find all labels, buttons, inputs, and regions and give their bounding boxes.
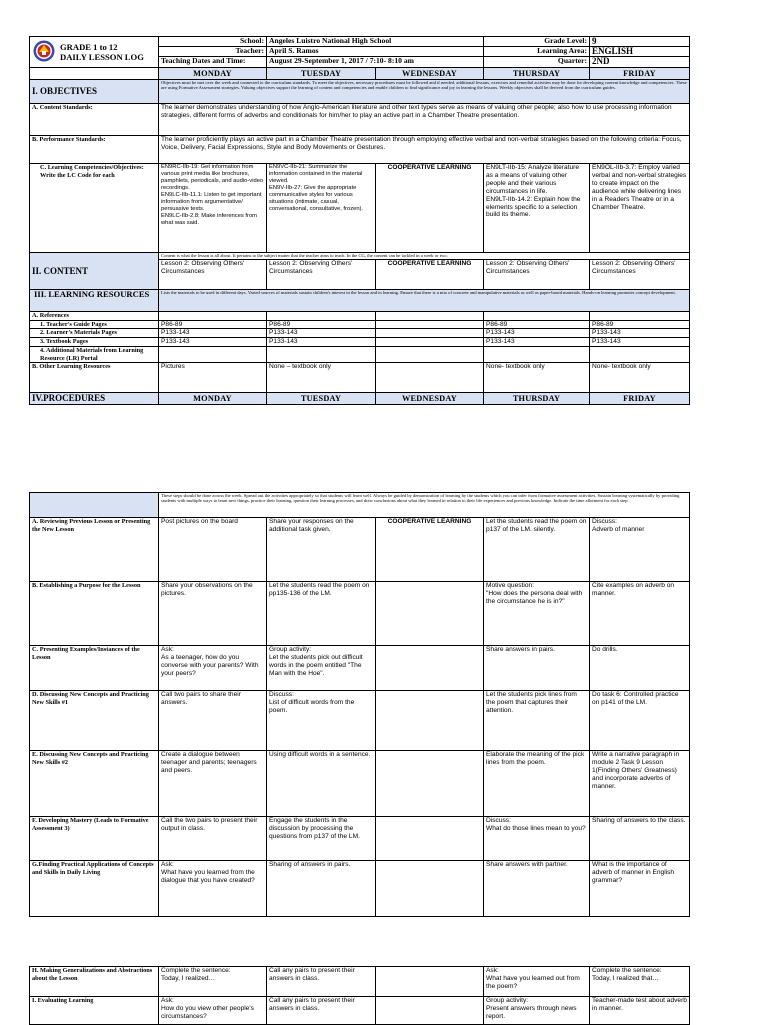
proc-day-friday: FRIDAY <box>590 393 690 405</box>
proc-e-tuesday: Using difficult words in a sentence. <box>267 751 376 817</box>
proc-g-label: G.Finding Practical Applications of Concepts and Skills in Daily Living <box>30 861 159 917</box>
procedures-note: These steps should be done across the week. Spread out the activities appropriately so that students will learn well. Always be guided by demonstration of learning by the students which you can infer from formative assessment activities. Sustain learning systematically by providing students with multiple ways to learn new things, practice their learning, question their learning processes, and draw conclusions about what they learned in relation to their life experiences and previous knowledge. Indicate the time allotment for each step. <box>159 493 690 518</box>
proc-c-monday: Ask: As a teenager, how do you converse with your parents? With your peers? <box>159 646 267 691</box>
tg-wednesday <box>376 320 484 329</box>
proc-e-wednesday <box>376 751 484 817</box>
proc-a-wednesday: COOPERATIVE LEARNING <box>376 518 484 582</box>
proc-b-thursday: Motive question: "How does the persona deal with the circumstance he is in?" <box>484 582 590 646</box>
dates-value: August 29-September 1, 2017 / 7:10- 8:10 am <box>267 57 484 68</box>
content-standards-label: A. Content Standards: <box>30 104 159 136</box>
content-wednesday: COOPERATIVE LEARNING <box>376 260 484 290</box>
resources-note: Lists the materials to be used in different days. Varied sources of materials sustain children's interest in the lesson and in learning. Ensure that there is a mix of concrete and manipulative materials as well as paper-based materials. Hands-on learning promotes concept development. <box>159 290 690 312</box>
proc-g-friday: What is the importance of adverb of manner in English grammar? <box>590 861 690 917</box>
proc-g-thursday: Share answers with partner. <box>484 861 590 917</box>
learning-area-label: Learning Area: <box>484 47 590 57</box>
tb-friday: P133-143 <box>590 338 690 347</box>
proc-h-label: H. Making Generalizations and Abstractions about the Lesson <box>30 967 159 997</box>
proc-b-friday: Cite examples on adverb on manner. <box>590 582 690 646</box>
proc-day-thursday: THURSDAY <box>484 393 590 405</box>
other-wednesday <box>376 363 484 393</box>
tg-monday: P86-89 <box>159 320 267 329</box>
proc-b-monday: Share your observations on the pictures. <box>159 582 267 646</box>
content-note: Content is what the lesson is all about. It pertains to the subject matter that the teacher aims to teach. In the CG, the content can be tackled in a week or two. <box>159 253 690 260</box>
proc-f-thursday: Discuss: What do those lines mean to you? <box>484 817 590 861</box>
content-thursday: Lesson 2: Observing Others' Circumstances <box>484 260 590 290</box>
quarter-label: Quarter: <box>484 57 590 68</box>
lesson-log-table-1 <box>29 36 690 405</box>
proc-g-wednesday <box>376 861 484 917</box>
proc-a-tuesday: Share your responses on the additional task given. <box>267 518 376 582</box>
proc-f-monday: Call the two pairs to present their output in class. <box>159 817 267 861</box>
competency-thursday: EN9LT-IIb-15: Analyze literature as a means of valuing other people and their various circumstances in life. EN9LT-IIb-14.2: Explain how the elements specific to a selection build its theme. <box>484 164 590 253</box>
content-tuesday: Lesson 2: Observing Others' Circumstances <box>267 260 376 290</box>
proc-i-monday: Ask: How do you view other people's circumstances? <box>159 997 267 1025</box>
references-label: A. References <box>30 312 159 321</box>
lm-wednesday <box>376 329 484 338</box>
day-header-thursday: THURSDAY <box>484 68 590 80</box>
proc-d-friday: Do task 6: Controlled practice on p141 of the LM. <box>590 691 690 751</box>
content-standards-text: The learner demonstrates understanding of how Anglo-American literature and other text types serve as means of valuing other people; also how to use processing information strategies, different forms of adverbs and conditionals for him/her to play an active part in a Chamber Theatre presentation. <box>159 104 690 136</box>
proc-h-tuesday: Call any pairs to present their answers in class. <box>267 967 376 997</box>
proc-h-friday: Complete the sentence: Today, I realized that… <box>590 967 690 997</box>
proc-g-tuesday: Sharing of answers in pairs. <box>267 861 376 917</box>
performance-standards-text: The learner proficiently plays an active part in a Chamber Theatre presentation through employing effective verbal and non-verbal strategies based on the following criteria: Focus, Voice, Delivery, Facial Expressions, Style and Body Movements or Gestures. <box>159 136 690 164</box>
proc-b-wednesday <box>376 582 484 646</box>
proc-i-friday: Teacher-made test about adverb in manner. <box>590 997 690 1025</box>
tb-wednesday <box>376 338 484 347</box>
proc-day-wednesday: WEDNESDAY <box>376 393 484 405</box>
proc-c-friday: Do drills. <box>590 646 690 691</box>
grade-level-label: Grade Level: <box>484 37 590 47</box>
proc-i-wednesday <box>376 997 484 1025</box>
tg-friday: P86-89 <box>590 320 690 329</box>
proc-i-label: I. Evaluating Learning <box>30 997 159 1025</box>
school-label: School: <box>159 37 267 47</box>
additional-materials-label: 4. Additional Materials from Learning Resource (LR) Portal <box>30 347 159 363</box>
proc-a-label: A. Reviewing Previous Lesson or Presenting the New Lesson <box>30 518 159 582</box>
day-header-friday: FRIDAY <box>590 68 690 80</box>
lesson-log-table-2 <box>29 492 690 917</box>
lm-label: 2. Learner's Materials Pages <box>30 329 159 338</box>
proc-h-monday-line1: Complete the sentence: Today, I realized… <box>161 967 231 982</box>
content-friday: Lesson 2: Observing Others' Circumstances <box>590 260 690 290</box>
lm-friday: P133-143 <box>590 329 690 338</box>
tb-monday: P133-143 <box>159 338 267 347</box>
day-header-blank <box>30 68 159 80</box>
proc-i-thursday: Group activity: Present answers through news report. <box>484 997 590 1025</box>
proc-c-wednesday <box>376 646 484 691</box>
objectives-heading: I. OBJECTIVES <box>30 80 159 104</box>
proc-d-label: D. Discussing New Concepts and Practicing New Skills #1 <box>30 691 159 751</box>
proc-h-wednesday <box>376 967 484 997</box>
proc-day-tuesday: TUESDAY <box>267 393 376 405</box>
tg-thursday: P86-89 <box>484 320 590 329</box>
competency-monday: EN9RC-IIb-19: Get information from various print media like brochures, pamphlets, periodicals, and audio-video recordings. EN9LC-IIb-11.1: Listen to get important information from argumentative/ persuasive texts. EN9LC-IIb-2.8: Make inferences from what was said. <box>159 164 267 253</box>
procedures-heading: IV.PROCEDURES <box>30 393 159 405</box>
grade-range: GRADE 1 to 12 <box>60 42 118 52</box>
teacher-label: Teacher: <box>159 47 267 57</box>
proc-f-label: F. Developing Mastery (Leads to Formative Assessment 3) <box>30 817 159 861</box>
lm-tuesday: P133-143 <box>267 329 376 338</box>
log-title <box>30 37 159 68</box>
competency-tuesday: EN9VC-IIb-21: Summarize the information contained in the material viewed. EN9V-IIb-27: Give the appropriate communicative styles for various situations (intimate, casual, conversational, consultative, frozen). <box>267 164 376 253</box>
other-thursday: None- textbook only <box>484 363 590 393</box>
proc-d-thursday: Let the students pick lines from the poem that captures their attention. <box>484 691 590 751</box>
proc-i-tuesday: Call any pairs to present their answers in class. <box>267 997 376 1025</box>
other-monday: Pictures <box>159 363 267 393</box>
proc-b-tuesday: Let the students read the poem on pp135-136 of the LM. <box>267 582 376 646</box>
proc-day-monday: MONDAY <box>159 393 267 405</box>
day-header-monday: MONDAY <box>159 68 267 80</box>
performance-standards-label: B. Performance Standards: <box>30 136 159 164</box>
learning-area-value: ENGLISH <box>590 47 690 57</box>
resources-heading: III. LEARNING RESOURCES <box>30 290 159 312</box>
proc-e-monday: Create a dialogue between teenager and parents; teenagers and peers. <box>159 751 267 817</box>
tb-label: 3. Textbook Pages <box>30 338 159 347</box>
other-resources-label: B. Other Learning Resources <box>30 363 159 393</box>
proc-f-friday: Sharing of answers to the class. <box>590 817 690 861</box>
content-monday: Lesson 2: Observing Others' Circumstances <box>159 260 267 290</box>
proc-f-tuesday: Engage the students in the discussion by processing the questions from p137 of the LM. <box>267 817 376 861</box>
proc-h-monday <box>159 967 267 997</box>
proc-d-monday: Call two pairs to share their answers. <box>159 691 267 751</box>
proc-c-label: C. Presenting Examples/Instances of the Lesson <box>30 646 159 691</box>
proc-d-wednesday <box>376 691 484 751</box>
competencies-label: C. Learning Competencies/Objectives: Write the LC Code for each <box>30 164 159 253</box>
proc-e-thursday: Elaborate the meaning of the pick lines from the poem. <box>484 751 590 817</box>
quarter-value: 2ND <box>590 57 690 68</box>
proc-e-friday: Write a narrative paragraph in module 2 Task 9 Lesson 1(Finding Others' Greatness) and incorporate adverbs of manner. <box>590 751 690 817</box>
proc-h-thursday: Ask: What have you learned out from the poem? <box>484 967 590 997</box>
teacher-value: April S. Ramos <box>267 47 484 57</box>
proc-a-friday: Discuss: Adverb of manner <box>590 518 690 582</box>
lesson-log-table-3 <box>29 966 690 1025</box>
content-heading: II. CONTENT <box>30 253 159 290</box>
objectives-note: Objectives must be met over the week and connected to the curriculum standards. To meet the objectives, necessary procedures must be followed and if needed, additional lessons, exercises and remedial activities may be done for developing content knowledge and competencies. These are using Formative Assessment strategies. Valuing objectives support the learning of content and competencies and enable children to find significance and joy in learning the lessons. Weekly objectives shall be derived from the curriculum guides. <box>159 80 690 104</box>
tg-tuesday: P86-89 <box>267 320 376 329</box>
competency-friday: EN9OL-IIb-3.7: Employ varied verbal and non-verbal strategies to create impact on the audience while delivering lines in a Readers Theatre or in a Chamber Theatre. <box>590 164 690 253</box>
tb-thursday: P133-143 <box>484 338 590 347</box>
lm-thursday: P133-143 <box>484 329 590 338</box>
lm-monday: P133-143 <box>159 329 267 338</box>
proc-g-monday: Ask: What have you learned from the dialogue that you have created? <box>159 861 267 917</box>
other-friday: None- textbook only <box>590 363 690 393</box>
proc-d-tuesday: Discuss: List of difficult words from the poem. <box>267 691 376 751</box>
other-tuesday: None – textbook only <box>267 363 376 393</box>
tg-label: 1. Teacher's Guide Pages <box>30 320 159 329</box>
proc-a-thursday: Let the students read the poem on p137 of the LM. silently. <box>484 518 590 582</box>
log-title-text: DAILY LESSON LOG <box>60 52 144 62</box>
tb-tuesday: P133-143 <box>267 338 376 347</box>
day-header-tuesday: TUESDAY <box>267 68 376 80</box>
proc-c-thursday: Share answers in pairs. <box>484 646 590 691</box>
proc-f-wednesday <box>376 817 484 861</box>
dates-label: Teaching Dates and Time: <box>159 57 267 68</box>
competency-wednesday: COOPERATIVE LEARNING <box>376 164 484 253</box>
proc-e-label: E. Discussing New Concepts and Practicing New Skills #2 <box>30 751 159 817</box>
school-value: Angeles Luistro National High School <box>267 37 484 47</box>
proc-a-monday: Post pictures on the board <box>159 518 267 582</box>
day-header-wednesday: WEDNESDAY <box>376 68 484 80</box>
proc-c-tuesday: Group activity: Let the students pick out difficult words in the poem entitled "The Man with the Hoe". <box>267 646 376 691</box>
grade-level-value: 9 <box>590 37 690 47</box>
proc-b-label: B. Establishing a Purpose for the Lesson <box>30 582 159 646</box>
